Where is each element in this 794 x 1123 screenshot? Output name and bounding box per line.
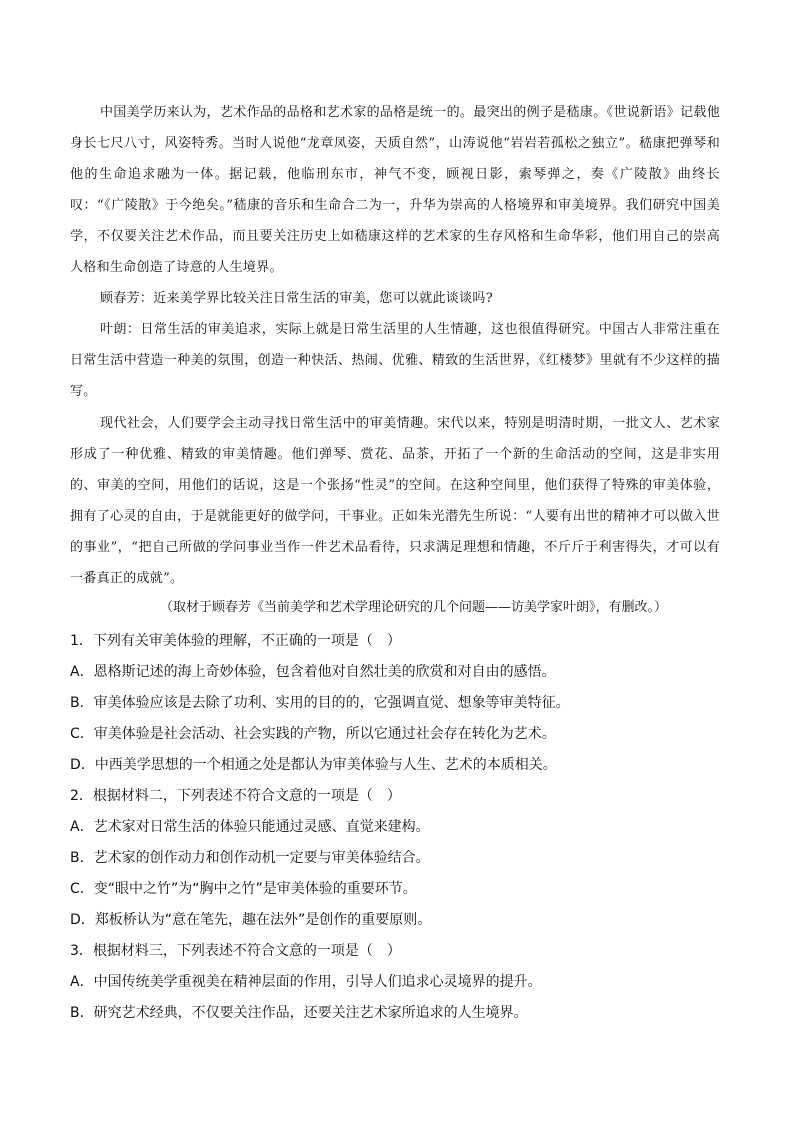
- question-option-d: D．郑板桥认为“意在笔先，趣在法外”是创作的重要原则。: [70, 912, 432, 928]
- question-stem: 2．根据材料二，下列表述不符合文意的一项是（ ）: [70, 788, 401, 804]
- question-1: [70, 626, 720, 781]
- passage-paragraph-4: 现代社会，人们要学会主动寻找日常生活中的审美情趣。宋代以来，特别是明清时期，一批文人、艺术家形成了一种优雅、精致的审美情趣。他们弹琴、赏花、品茶，开拓了一个新的生命活动的空间，这是非实用的、审美的空间，用他们的话说，这是一个张扬“性灵”的空间。在这种空间里，他们获得了特殊的审美体验，拥有了心灵的自由，于是就能更好的做学问，干事业。正如朱光潜先生所说：“人要有出世的精神才可以做入世的事业”，“把自己所做的学问事业当作一件艺术品看待，只求满足理想和情趣，不斤斤于利害得失，才可以有一番真正的成就”。: [70, 416, 720, 586]
- question-option-a: A．中国传统美学重视美在精神层面的作用，引导人们追求心灵境界的提升。: [70, 974, 542, 990]
- question-option-c: C．变“眼中之竹”为“胸中之竹”是审美体验的重要环节。: [70, 881, 417, 897]
- question-stem: 1．下列有关审美体验的理解，不正确的一项是（ ）: [70, 633, 401, 649]
- question-2: [70, 781, 720, 936]
- question-option-b: B．研究艺术经典，不仅要关注作品，还要关注艺术家所追求的人生境界。: [70, 1005, 528, 1021]
- question-option-a: A．恩格斯记述的海上奇妙体验，包含着他对自然壮美的欣赏和对自由的感悟。: [70, 664, 556, 680]
- question-stem: 3．根据材料三，下列表述不符合文意的一项是（ ）: [70, 943, 401, 959]
- question-option-b: B．艺术家的创作动力和创作动机一定要与审美体验结合。: [70, 850, 430, 866]
- question-option-a: A．艺术家对日常生活的体验只能通过灵感、直觉来建构。: [70, 819, 430, 835]
- question-3: [70, 936, 720, 1029]
- passage-source-citation: （取材于顾春芳《当前美学和艺术学理论研究的几个问题——访美学家叶朗》，有删改。）: [160, 600, 668, 615]
- question-option-d: D．中西美学思想的一个相通之处是都认为审美体验与人生、艺术的本质相关。: [70, 757, 557, 773]
- passage-paragraph-1: 中国美学历来认为，艺术作品的品格和艺术家的品格是统一的。最突出的例子是嵇康。《世说新语》记载他身长七尺八寸，风姿特秀。当时人说他“龙章凤姿，天质自然”，山涛说他“岩岩若孤松之独立”。嵇康把弹琴和他的生命追求融为一体。据记载，他临刑东市，神气不变，顾视日影，索琴弹之，奏《广陵散》曲终长叹：“《广陵散》于今绝矣。”嵇康的音乐和生命合二为一，升华为崇高的人格境界和审美境界。我们研究中国美学，不仅要关注艺术作品，而且要关注历史上如嵇康这样的艺术家的生存风格和生命华彩，他们用自己的崇高人格和生命创造了诗意的人生境界。: [70, 105, 720, 275]
- passage-paragraph-2: 顾春芳：近来美学界比较关注日常生活的审美，您可以就此谈谈吗?: [100, 291, 493, 306]
- passage-paragraph-3: 叶朗：日常生活的审美追求，实际上就是日常生活里的人生情趣，这也很值得研究。中国古人非常注重在日常生活中营造一种美的氛围，创造一种快活、热闹、优雅、精致的生活世界，《红楼梦》里就有不少这样的描写。: [70, 322, 720, 399]
- question-option-b: B．审美体验应该是去除了功利、实用的目的的，它强调直觉、想象等审美特征。: [70, 695, 570, 711]
- question-option-c: C．审美体验是社会活动、社会实践的产物，所以它通过社会存在转化为艺术。: [70, 726, 556, 742]
